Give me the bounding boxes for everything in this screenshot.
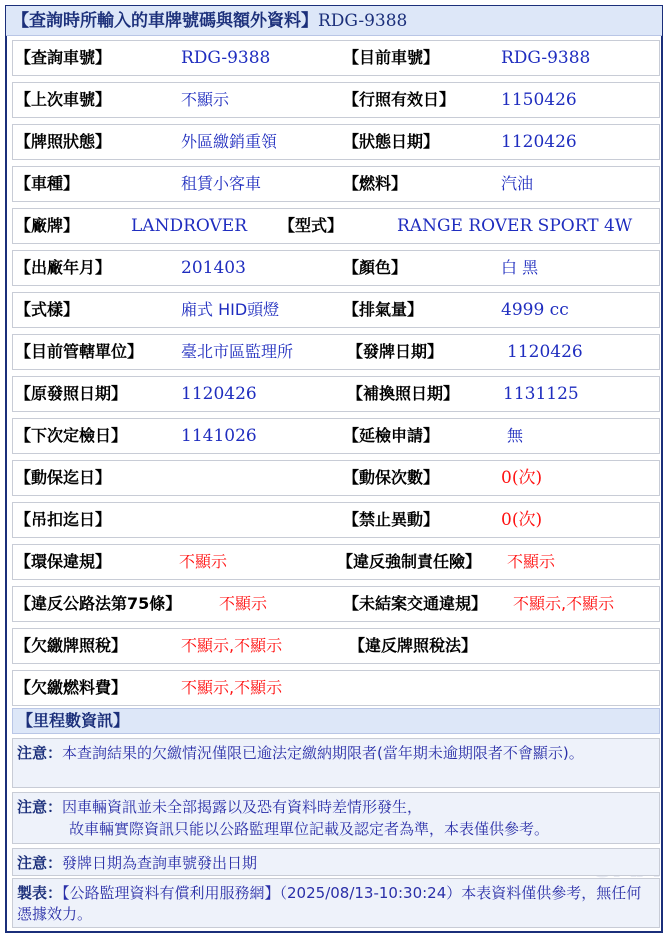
label-license-tax-violation: 【違反牌照稅法】	[349, 636, 478, 655]
query-title	[6, 6, 662, 36]
row-vehicle-type	[12, 166, 660, 202]
value-query-plate: RDG-9388	[181, 48, 271, 68]
value-manufacture-date: 201403	[181, 258, 246, 278]
value-brand: LANDROVER	[131, 216, 247, 236]
label-movable-security-end: 【動保迄日】	[15, 468, 112, 487]
label-issue-date: 【發牌日期】	[347, 342, 444, 361]
row-suspension	[12, 502, 660, 538]
label-highway-law-75: 【違反公路法第75條】	[15, 594, 182, 613]
footer-note	[12, 878, 660, 928]
label-brand: 【廠牌】	[15, 216, 80, 235]
value-fuel: 汽油	[501, 174, 534, 193]
note-issue-date-label: 注意：	[17, 854, 63, 872]
label-original-license-date: 【原發照日期】	[15, 384, 128, 403]
value-insurance-violation: 不顯示	[507, 552, 556, 571]
label-unpaid-license-tax: 【欠繳牌照稅】	[15, 636, 128, 655]
row-next-inspection	[12, 418, 660, 454]
label-previous-plate: 【上次車號】	[15, 90, 112, 109]
value-color: 白 黑	[501, 258, 539, 277]
value-highway-law-75: 不顯示	[219, 594, 268, 613]
label-model: 【型式】	[279, 216, 344, 235]
value-original-license-date: 1120426	[181, 384, 257, 404]
value-current-plate: RDG-9388	[501, 48, 591, 68]
row-license-tax	[12, 628, 660, 664]
value-environmental-violation: 不顯示	[179, 552, 228, 571]
label-environmental-violation: 【環保違規】	[15, 552, 112, 571]
value-body-style: 廂式 HID頭燈	[181, 300, 280, 319]
label-reissue-date: 【補換照日期】	[347, 384, 460, 403]
label-vehicle-type: 【車種】	[15, 174, 80, 193]
note-disclaimer	[12, 792, 660, 844]
query-title-prefix: 【查詢時所輸入的車牌號碼與額外資料】	[12, 11, 318, 31]
label-color: 【顏色】	[343, 258, 408, 277]
value-transfer-ban: 0(次)	[501, 510, 543, 530]
value-vehicle-type: 租賃小客車	[181, 174, 262, 193]
label-suspension-end: 【吊扣迄日】	[15, 510, 112, 529]
row-previous-plate	[12, 82, 660, 118]
value-open-traffic-violation: 不顯示,不顯示	[513, 594, 615, 613]
label-query-plate: 【查詢車號】	[15, 48, 112, 67]
label-body-style: 【式樣】	[15, 300, 80, 319]
row-jurisdiction	[12, 334, 660, 370]
mileage-header: 【里程數資訊】	[12, 708, 660, 734]
value-unpaid-license-tax: 不顯示,不顯示	[181, 636, 283, 655]
value-next-inspection: 1141026	[181, 426, 257, 446]
note-issue-date-text: 發牌日期為查詢車號發出日期	[62, 854, 258, 872]
footer-label: 製表：	[17, 884, 63, 902]
note-disclaimer-line1: 因車輛資訊並未全部揭露以及恐有資料時差情形發生，	[62, 798, 423, 816]
label-open-traffic-violation: 【未結案交通違規】	[343, 594, 488, 613]
label-transfer-ban: 【禁止異動】	[343, 510, 440, 529]
label-fuel: 【燃料】	[343, 174, 408, 193]
note-disclaimer-line2: 故車輛實際資訊只能以公路監理單位記載及認定者為準，本表僅供參考。	[69, 820, 550, 838]
note-arrears-text: 本查詢結果的欠繳情況僅限已逾法定繳納期限者(當年期未逾期限者不會顯示)。	[62, 744, 584, 762]
note-arrears-label: 注意：	[17, 744, 63, 762]
label-status-date: 【狀態日期】	[343, 132, 440, 151]
value-reissue-date: 1131125	[503, 384, 579, 404]
row-original-license-date	[12, 376, 660, 412]
label-license-valid: 【行照有效日】	[343, 90, 456, 109]
row-body-style	[12, 292, 660, 328]
value-inspection-extension: 無	[507, 426, 524, 445]
label-next-inspection: 【下次定檢日】	[15, 426, 128, 445]
row-fuel-fee	[12, 670, 660, 706]
row-manufacture-date	[12, 250, 660, 286]
value-displacement: 4999 cc	[501, 300, 569, 320]
label-unpaid-fuel-fee: 【欠繳燃料費】	[15, 678, 128, 697]
value-jurisdiction: 臺北市區監理所	[181, 342, 294, 361]
label-manufacture-date: 【出廠年月】	[15, 258, 112, 277]
row-environmental	[12, 544, 660, 580]
value-status-date: 1120426	[501, 132, 577, 152]
value-previous-plate: 不顯示	[181, 90, 230, 109]
row-movable-security	[12, 460, 660, 496]
row-plate-status	[12, 124, 660, 160]
value-unpaid-fuel-fee: 不顯示,不顯示	[181, 678, 283, 697]
value-model: RANGE ROVER SPORT 4W	[397, 216, 633, 236]
value-movable-security-count: 0(次)	[501, 468, 543, 488]
value-license-valid: 1150426	[501, 90, 577, 110]
note-issue-date	[12, 848, 660, 876]
value-plate-status: 外區繳銷重領	[181, 132, 278, 151]
row-highway-law	[12, 586, 660, 622]
label-displacement: 【排氣量】	[343, 300, 424, 319]
label-insurance-violation: 【違反強制責任險】	[337, 552, 482, 571]
label-current-plate: 【目前車號】	[343, 48, 440, 67]
note-disclaimer-label: 注意：	[17, 798, 63, 816]
note-arrears	[12, 738, 660, 788]
row-query-plate	[12, 40, 660, 76]
label-movable-security-count: 【動保次數】	[343, 468, 440, 487]
label-plate-status: 【牌照狀態】	[15, 132, 112, 151]
footer-text: 【公路監理資料有償利用服務網】（2025/08/13-10:30:24）本表資料僅供參考，無任何憑據效力。	[17, 884, 642, 923]
label-inspection-extension: 【延檢申請】	[343, 426, 440, 445]
row-brand	[12, 208, 660, 244]
query-title-plate: RDG-9388	[318, 11, 408, 31]
label-jurisdiction: 【目前管轄單位】	[15, 342, 144, 361]
value-issue-date: 1120426	[507, 342, 583, 362]
